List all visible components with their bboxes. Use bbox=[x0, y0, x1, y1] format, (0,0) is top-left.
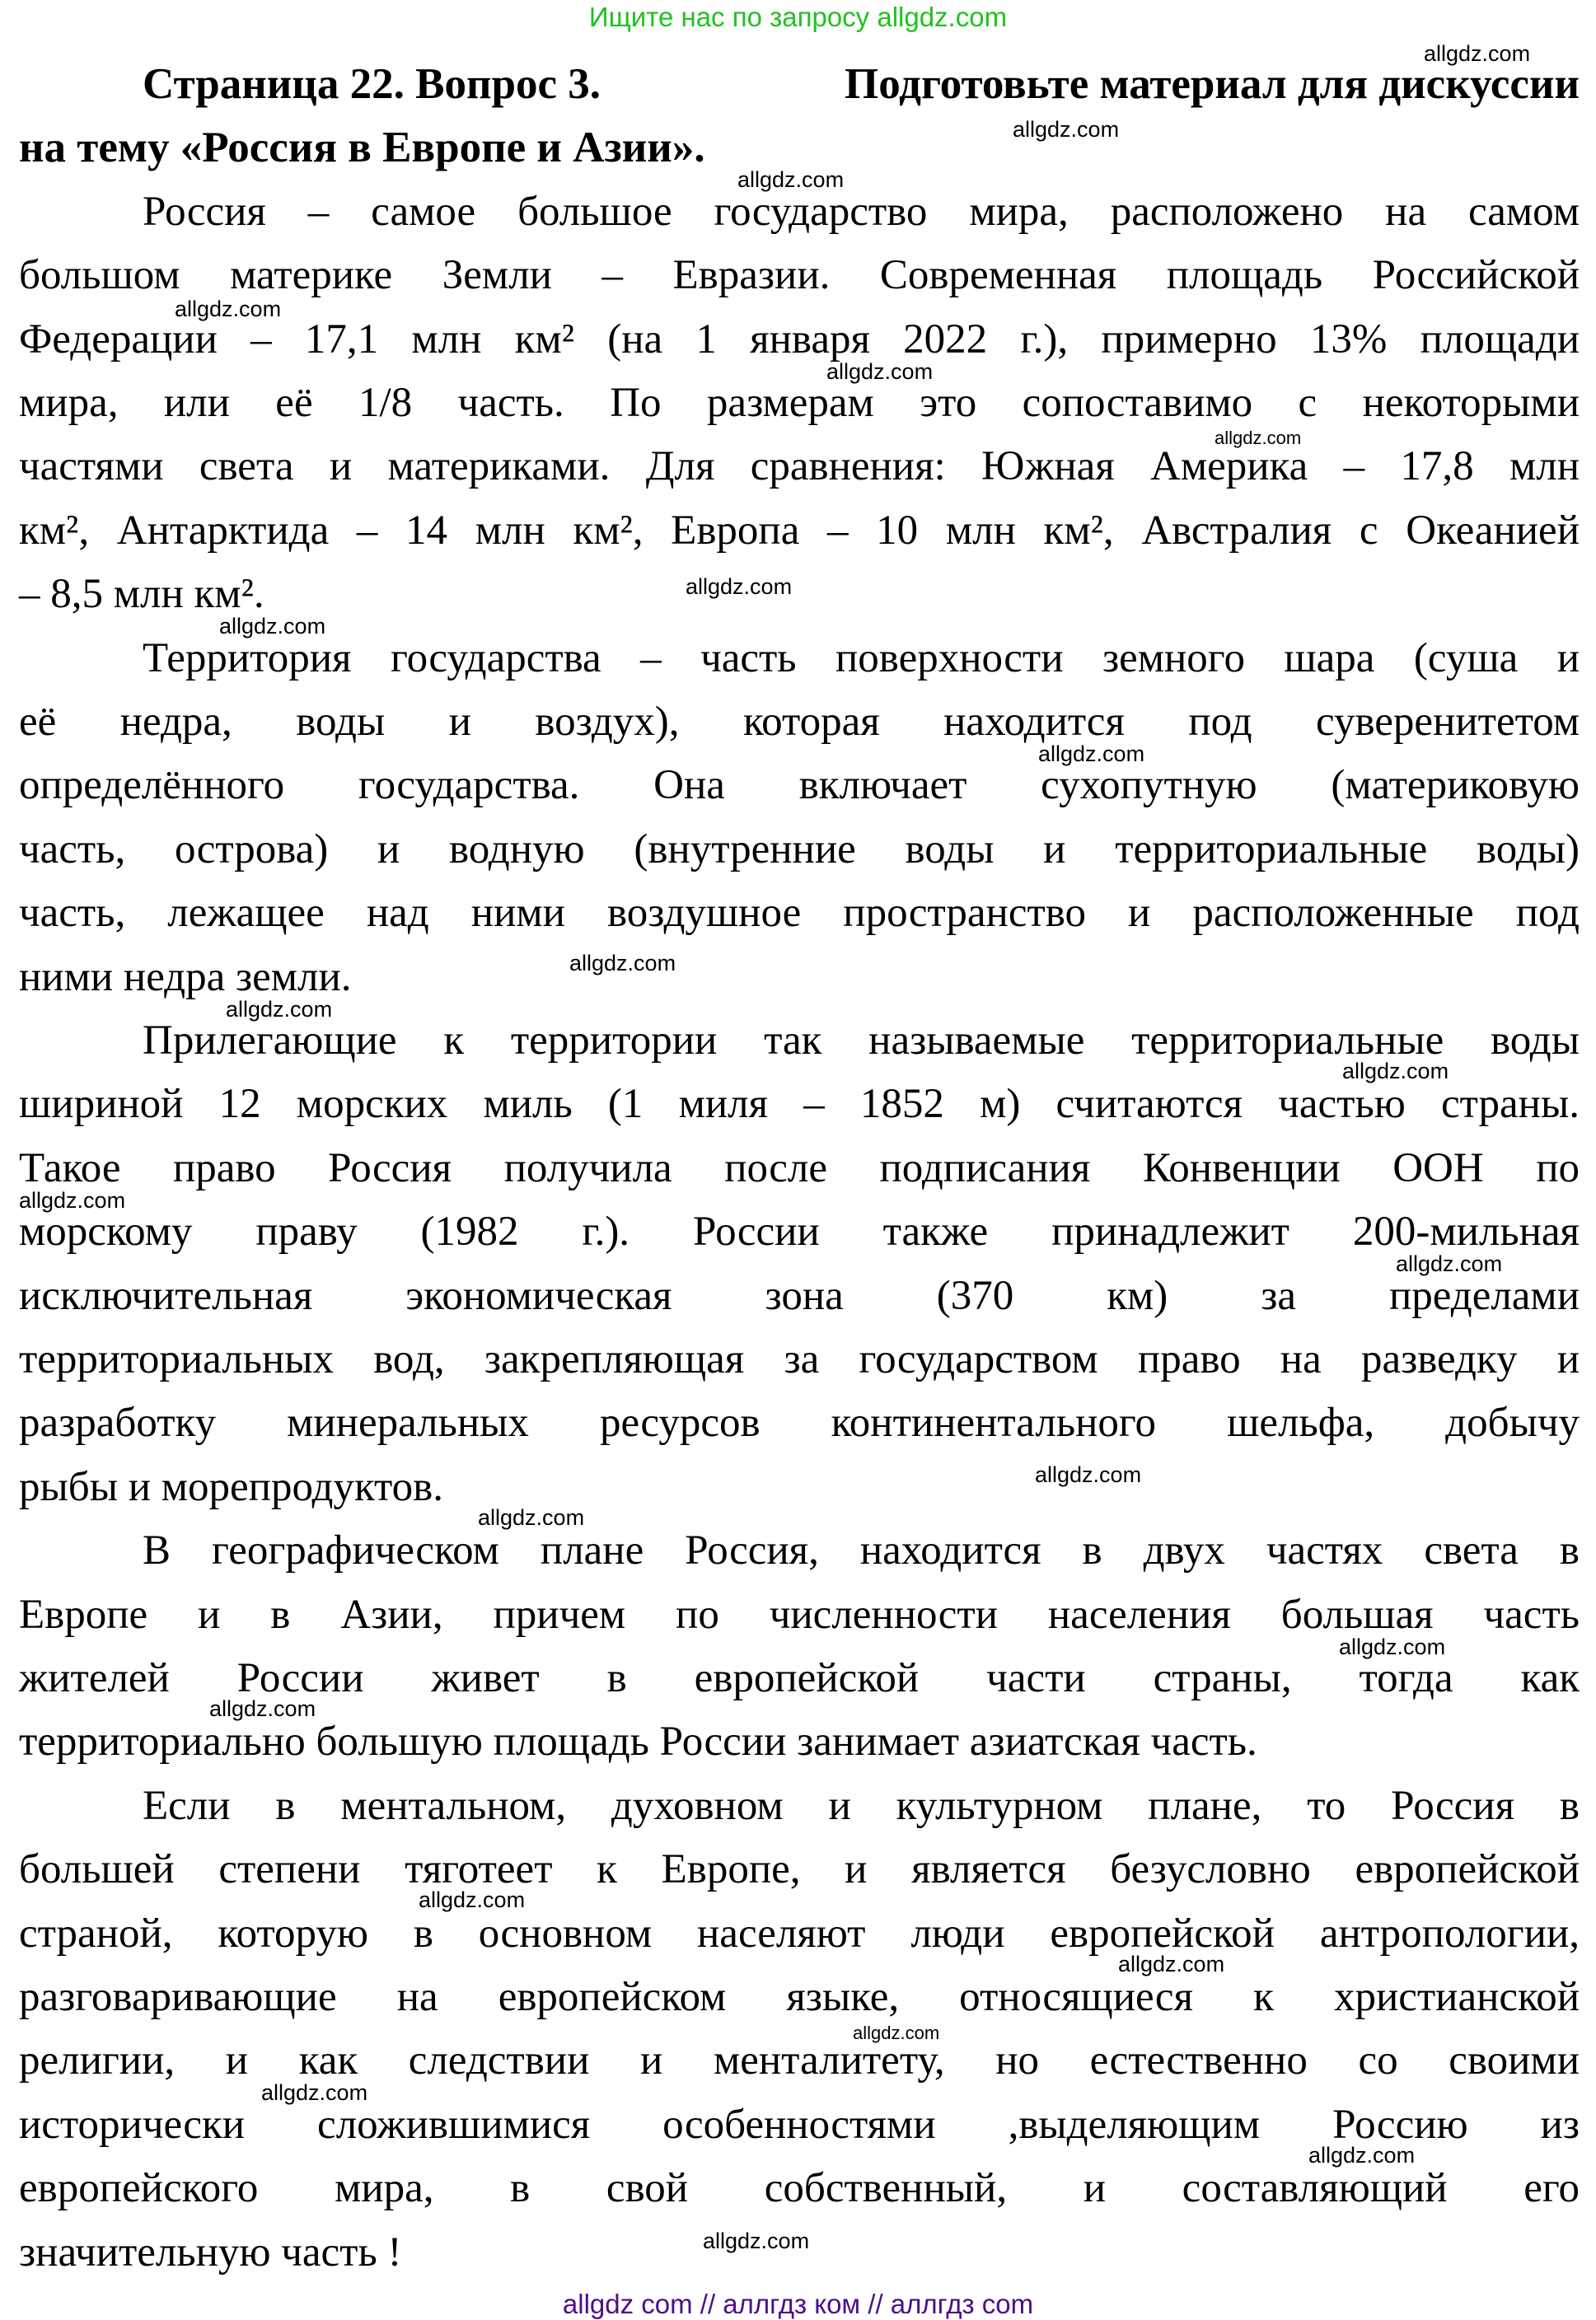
watermark: allgdz.com bbox=[1035, 1462, 1142, 1487]
watermark: allgdz.com bbox=[826, 359, 934, 384]
question-text: Подготовьте материал для дискуссии bbox=[844, 60, 1580, 108]
page-title bbox=[143, 53, 1580, 116]
watermark: allgdz.com bbox=[1342, 1059, 1449, 1083]
paragraph-line: ними недра земли. bbox=[19, 953, 352, 1000]
paragraph-line: Территория государства – часть поверхности земного шара (суша и bbox=[143, 634, 1580, 681]
paragraph-line: территориально большую площадь России занимает азиатская часть. bbox=[19, 1719, 1257, 1766]
paragraph-line: морскому праву (1982 г.). России также принадлежит 200-мильная bbox=[19, 1209, 1580, 1256]
paragraph-line: В географическом плане Россия, находится в двух частях света в bbox=[143, 1527, 1580, 1574]
paragraph-line: шириной 12 морских миль (1 миля – 1852 м) считаются частью страны. bbox=[19, 1081, 1580, 1128]
watermark: allgdz.com bbox=[19, 1188, 126, 1213]
paragraph-line: часть, острова) и водную (внутренние воды и территориальные воды) bbox=[19, 826, 1580, 872]
paragraph-line: частями света и материками. Для сравнения: Южная Америка – 17,8 млн bbox=[19, 443, 1580, 490]
watermark: allgdz.com bbox=[478, 1505, 585, 1530]
watermark: allgdz.com bbox=[1424, 41, 1531, 66]
watermark: allgdz.com bbox=[1038, 741, 1145, 766]
search-banner: Ищите нас по запросу allgdz.com bbox=[588, 2, 1008, 32]
footer-watermark: allgdz com // аллгдз ком // аллгдз com bbox=[562, 2289, 1034, 2319]
paragraph-line: Прилегающие к территории так называемые территориальные воды bbox=[143, 1017, 1580, 1064]
paragraph-line: разработку минеральных ресурсов континентального шельфа, добычу bbox=[19, 1400, 1580, 1447]
watermark: allgdz.com bbox=[226, 997, 333, 1022]
watermark: allgdz.com bbox=[1118, 1952, 1225, 1976]
paragraph-line: исторически сложившимися особенностями ,выделяющим Россию из bbox=[19, 2101, 1580, 2148]
watermark: allgdz.com bbox=[175, 297, 282, 321]
paragraph-line: Европе и в Азии, причем по численности населения большая часть bbox=[19, 1591, 1580, 1638]
watermark: allgdz.com bbox=[209, 1696, 316, 1721]
paragraph-line: Если в ментальном, духовном и культурном плане, то Россия в bbox=[143, 1782, 1580, 1829]
watermark: allgdz.com bbox=[219, 614, 326, 638]
paragraph-line: религии, и как следствии и менталитету, но естественно со своими bbox=[19, 2037, 1580, 2084]
watermark: allgdz.com bbox=[261, 2080, 368, 2105]
paragraph-line: значительную часть ! bbox=[19, 2229, 402, 2276]
paragraph-line: страной, которую в основном населяют люди европейской антропологии, bbox=[19, 1910, 1580, 1957]
watermark: allgdz.com bbox=[1339, 1635, 1446, 1659]
paragraph-line: часть, лежащее над ними воздушное пространство и расположенные под bbox=[19, 890, 1580, 937]
watermark: allgdz.com bbox=[703, 2229, 810, 2253]
watermark: allgdz.com bbox=[1013, 117, 1120, 142]
paragraph-line: определённого государства. Она включает сухопутную (материковую bbox=[19, 762, 1580, 809]
watermark: allgdz.com bbox=[853, 2023, 940, 2043]
paragraph-line: большом материке Земли – Евразии. Современная площадь Российской bbox=[19, 252, 1580, 299]
page-title-line2: на тему «Россия в Европе и Азии». bbox=[19, 124, 705, 171]
watermark: allgdz.com bbox=[569, 951, 676, 975]
paragraph-line: км², Антарктида – 14 млн км², Европа – 10 млн км², Австралия с Океанией bbox=[19, 507, 1580, 554]
watermark: allgdz.com bbox=[737, 167, 845, 192]
paragraph-line: Такое право Россия получила после подписания Конвенции ООН по bbox=[19, 1144, 1580, 1191]
paragraph-line: европейского мира, в свой собственный, и составляющий его bbox=[19, 2165, 1580, 2212]
paragraph-line: большей степени тяготеет к Европе, и является безусловно европейской bbox=[19, 1846, 1580, 1893]
paragraph-line: мира, или её 1/8 часть. По размерам это сопоставимо с некоторыми bbox=[19, 380, 1580, 426]
paragraph-line: Федерации – 17,1 млн км² (на 1 января 2022 г.), примерно 13% площади bbox=[19, 316, 1580, 362]
paragraph-line: жителей России живет в европейской части страны, тогда как bbox=[19, 1655, 1580, 1701]
watermark: allgdz.com bbox=[1308, 2143, 1416, 2168]
paragraph-line: рыбы и морепродуктов. bbox=[19, 1463, 444, 1510]
watermark: allgdz.com bbox=[419, 1887, 526, 1912]
watermark: allgdz.com bbox=[686, 574, 793, 599]
paragraph-line: её недра, воды и воздух), которая находится под суверенитетом bbox=[19, 699, 1580, 745]
paragraph-line: исключительная экономическая зона (370 км) за пределами bbox=[19, 1272, 1580, 1319]
paragraph-line: разговаривающие на европейском языке, относящиеся к христианской bbox=[19, 1974, 1580, 2020]
watermark: allgdz.com bbox=[1396, 1251, 1503, 1276]
paragraph-line: Россия – самое большое государство мира, расположено на самом bbox=[143, 188, 1580, 235]
watermark: allgdz.com bbox=[1215, 428, 1302, 448]
paragraph-line: территориальных вод, закрепляющая за государством право на разведку и bbox=[19, 1336, 1580, 1382]
paragraph-line: – 8,5 млн км². bbox=[19, 571, 264, 618]
question-number: Страница 22. Вопрос 3. bbox=[143, 60, 601, 108]
